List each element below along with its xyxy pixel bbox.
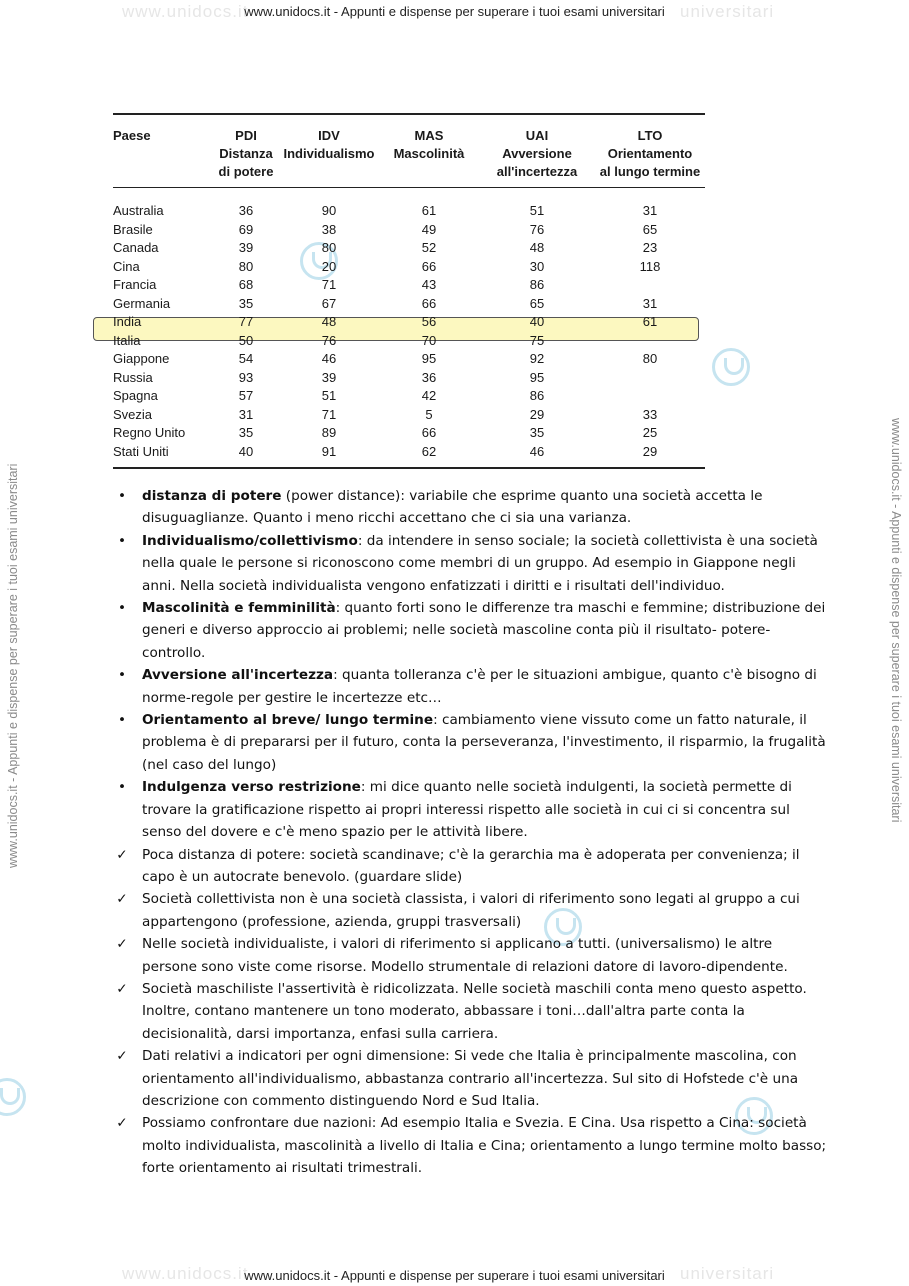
cell-country: Francia	[113, 277, 157, 292]
cell-mas: 61	[421, 203, 437, 218]
cell-idv: 51	[321, 388, 337, 403]
cell-idv: 89	[321, 425, 337, 440]
cell-pdi: 31	[238, 406, 254, 422]
cell-uai: 46	[529, 443, 545, 459]
unidocs-logo-icon	[0, 1078, 26, 1116]
cell-uai: 76	[529, 221, 545, 237]
cell-idv: 76	[321, 332, 337, 348]
table-row	[113, 387, 705, 406]
watermark-header: www.unidocs.it - Appunti e dispense per superare i tuoi esami universitari	[244, 4, 665, 19]
cell-uai: 51	[529, 203, 545, 218]
hofstede-table	[113, 113, 705, 469]
cell-lto: 31	[642, 295, 658, 311]
list-item-term: Mascolinità e femminilità	[142, 600, 336, 617]
header-pdi: PDI Distanza di potere	[218, 128, 274, 179]
cell-uai: 65	[529, 295, 545, 311]
cell-lto: 33	[642, 406, 658, 422]
cell-country: Stati Uniti	[113, 443, 169, 459]
list-item-term: Avversione all'incertezza	[142, 667, 334, 684]
list-item-text: : quanto forti sono le differenze tra maschi e femmine; distribuzione dei generi e diverso approccio ai problemi; nelle società mascoline conta più il risultato- potere-controllo.	[142, 600, 826, 661]
table-row	[113, 313, 705, 332]
cell-country: India	[113, 314, 142, 329]
list-item-text: Possiamo confrontare due nazioni: Ad esempio Italia e Svezia. E Cina. Usa rispetto a Cina: società molto individualista, mascolinità a livello di Italia e Cina; orientamento a lungo termine molto basso; forte orientamento ai risultati trimestrali.	[142, 1115, 827, 1177]
cell-country: Australia	[113, 203, 164, 218]
cell-mas: 36	[421, 369, 437, 385]
cell-lto: 23	[642, 240, 658, 255]
bullet-icon: •	[117, 600, 127, 617]
list-item-text: Società collettivista non è una società classista, i valori di riferimento sono legati al gruppo a cui appartengono (professione, azienda, gruppi trasversali)	[142, 891, 800, 930]
cell-pdi: 68	[238, 277, 254, 292]
cell-pdi: 57	[238, 388, 254, 403]
cell-idv: 20	[321, 258, 337, 274]
cell-uai: 86	[529, 277, 545, 292]
checkmark-icon: ✓	[116, 1048, 128, 1065]
bullet-icon: •	[117, 488, 127, 504]
list-item-text: Dati relativi a indicatori per ogni dimensione: Si vede che Italia è principalmente mascolina, con orientamento all'individualismo, abbastanza contrario all'incertezza. Sul sito di Hofstede c'è una descrizione con commento distinguendo Nord e Sud Italia.	[142, 1048, 799, 1109]
cell-idv: 39	[321, 369, 337, 385]
cell-lto	[595, 276, 705, 295]
list-item	[110, 776, 830, 843]
cell-idv: 90	[321, 203, 337, 218]
cell-pdi: 40	[238, 443, 254, 459]
table-body	[113, 188, 705, 469]
cell-mas: 95	[421, 351, 437, 366]
watermark-side-right: www.unidocs.it - Appunti e dispense per superare i tuoi esami universitari	[889, 418, 903, 823]
table-row	[113, 276, 705, 295]
cell-idv: 80	[321, 240, 337, 255]
cell-pdi: 36	[238, 203, 254, 218]
list-item	[110, 844, 830, 889]
list-item-text: : mi dice quanto nelle società indulgenti, la società permette di trovare la gratificazione rispetto ai propri interessi rispetto alle società in cui ci si concentra sul senso del dovere e c'è meno spazio per le attività libere.	[142, 779, 792, 841]
cell-lto	[595, 369, 705, 388]
list-item	[110, 597, 830, 664]
list-item-text: : quanta tolleranza c'è per le situazioni ambigue, quanto c'è bisogno di norme-regole per gestire le incertezze etc…	[142, 667, 817, 706]
cell-idv: 38	[321, 221, 337, 237]
cell-mas: 62	[421, 443, 437, 459]
cell-uai: 86	[529, 388, 545, 403]
table-row	[113, 258, 705, 277]
unidocs-logo-icon	[712, 348, 750, 386]
list-item-text: : cambiamento viene vissuto come un fatto naturale, il problema è di prepararsi per il futuro, conta la perseveranza, l'investimento, il risparmio, la frugalità (nel caso del lungo)	[142, 712, 826, 773]
cell-country: Svezia	[113, 406, 153, 422]
list-item-text: : da intendere in senso sociale; la società collettivista è una società nella quale le persone si riconoscono come membri di un gruppo. Ad esempio in Giappone negli anni. Nella società individualista vengono enfatizzati i diritti e i risultati dell'individuo.	[142, 532, 818, 594]
cell-country: Giappone	[113, 351, 170, 366]
cell-uai: 29	[529, 406, 545, 422]
cell-country: Spagna	[113, 388, 158, 403]
cell-idv: 48	[321, 314, 337, 329]
table-row	[113, 332, 705, 351]
cell-pdi: 54	[238, 351, 254, 366]
list-item	[110, 1045, 830, 1112]
cell-mas: 49	[421, 221, 437, 237]
cell-pdi: 93	[238, 369, 254, 385]
checkmark-icon: ✓	[116, 1115, 128, 1132]
cell-idv: 46	[321, 351, 337, 366]
cell-mas: 70	[421, 332, 437, 348]
cell-country: Canada	[113, 240, 159, 255]
cell-lto: 65	[642, 221, 658, 237]
header-mas: MAS Mascolinità	[393, 128, 465, 161]
cell-mas: 66	[421, 295, 437, 311]
cell-idv: 71	[321, 277, 337, 292]
cell-idv: 71	[321, 406, 337, 422]
checkmark-icon: ✓	[116, 846, 128, 863]
header-idv: IDV Individualismo	[283, 128, 375, 161]
list-item	[110, 888, 830, 933]
cell-lto: 80	[642, 351, 658, 366]
cell-pdi: 77	[238, 314, 254, 329]
cell-uai: 48	[529, 240, 545, 255]
watermark-faint-bottom-right: universitari	[680, 1264, 775, 1283]
list-item-text: (power distance): variabile che esprime quanto una società accetta le disuguaglianze. Quanto i meno ricchi accettano che ci sia una varianza.	[142, 488, 763, 527]
list-item-term: distanza di potere	[142, 488, 282, 504]
checkmark-icon: ✓	[116, 891, 128, 908]
cell-pdi: 35	[238, 295, 254, 311]
header-uai: UAI Avversione all'incertezza	[496, 128, 578, 179]
cell-country: Russia	[113, 369, 153, 385]
table-row	[113, 239, 705, 258]
list-item	[110, 664, 830, 709]
cell-country: Brasile	[113, 221, 153, 237]
list-item-term: Orientamento al breve/ lungo termine	[142, 712, 434, 729]
bullet-icon: •	[117, 712, 127, 729]
header-lto: LTO Orientamento al lungo termine	[599, 128, 701, 179]
list-item	[110, 1112, 830, 1179]
cell-country: Regno Unito	[113, 425, 186, 440]
cell-uai: 30	[529, 258, 545, 274]
cell-country: Germania	[113, 295, 171, 311]
watermark-footer: www.unidocs.it - Appunti e dispense per superare i tuoi esami universitari	[244, 1268, 665, 1283]
list-item-text: Nelle società individualiste, i valori di riferimento si applicano a tutti. (universalismo) le altre persone sono viste come risorse. Modello strumentale di relazioni datore di lavoro-dipendente.	[142, 936, 788, 975]
bullet-icon: •	[117, 532, 127, 549]
table-row	[113, 221, 705, 240]
watermark-faint-bottom: www.unidocs.it	[122, 1264, 249, 1283]
cell-pdi: 39	[238, 240, 254, 255]
table-row	[113, 295, 705, 314]
cell-pdi: 80	[238, 258, 254, 274]
cell-lto: 31	[642, 203, 658, 218]
cell-country: Cina	[113, 258, 140, 274]
cell-mas: 52	[421, 240, 437, 255]
cell-pdi: 69	[238, 221, 254, 237]
list-item-term: Individualismo/collettivismo	[142, 532, 358, 549]
watermark-faint-top: www.unidocs.it	[122, 2, 249, 21]
list-item	[110, 530, 830, 597]
list-item	[110, 933, 830, 978]
list-item-text: Poca distanza di potere: società scandinave; c'è la gerarchia ma è adoperata per convenienza; il capo è un autocrate benevolo. (guardare slide)	[142, 846, 800, 885]
table-row	[113, 406, 705, 425]
cell-mas: 66	[421, 258, 437, 274]
cell-pdi: 50	[238, 332, 254, 348]
cell-idv: 91	[321, 443, 337, 459]
cell-mas: 43	[421, 277, 437, 292]
cell-pdi: 35	[238, 425, 254, 440]
checkmark-icon: ✓	[116, 936, 128, 953]
bullet-icon: •	[117, 779, 127, 796]
table-row	[113, 188, 705, 221]
list-item-term: Indulgenza verso restrizione	[142, 779, 361, 796]
cell-lto: 61	[642, 314, 658, 329]
cell-mas: 5	[425, 406, 433, 422]
list-item-text: Società maschiliste l'assertività è ridicolizzata. Nelle società maschili conta meno questo aspetto. Inoltre, contano mantenere un tono moderato, abbassare i toni…dall'altra parte conta la decisionalità, darsi importanza, enfasi sulla carriera.	[142, 980, 807, 1042]
table-row	[113, 443, 705, 469]
table-row	[113, 369, 705, 388]
list-item	[110, 709, 830, 776]
cell-mas: 42	[421, 388, 437, 403]
table-row	[113, 424, 705, 443]
list-item	[110, 485, 830, 530]
bullet-icon: •	[117, 667, 127, 684]
list-item	[110, 978, 830, 1045]
watermark-side-left: www.unidocs.it - Appunti e dispense per superare i tuoi esami universitari	[6, 463, 20, 868]
cell-idv: 67	[321, 295, 337, 311]
watermark-faint-top-right: universitari	[680, 2, 775, 21]
cell-mas: 56	[421, 314, 437, 329]
header-paese: Paese	[113, 128, 151, 143]
cell-lto	[595, 387, 705, 406]
cell-lto: 25	[642, 425, 658, 440]
table-row	[113, 350, 705, 369]
cell-uai: 92	[529, 351, 545, 366]
cell-uai: 95	[529, 369, 545, 385]
cell-uai: 35	[529, 425, 545, 440]
cell-lto: 29	[642, 443, 658, 459]
cell-lto	[595, 332, 705, 351]
cell-uai: 75	[529, 332, 545, 348]
cell-country: Italia	[113, 332, 141, 348]
cell-lto: 118	[639, 258, 661, 274]
checkmark-icon: ✓	[116, 980, 128, 997]
table-header-row	[113, 114, 705, 188]
cell-mas: 66	[421, 425, 437, 440]
notes-list	[110, 485, 830, 1180]
cell-uai: 40	[529, 314, 545, 329]
